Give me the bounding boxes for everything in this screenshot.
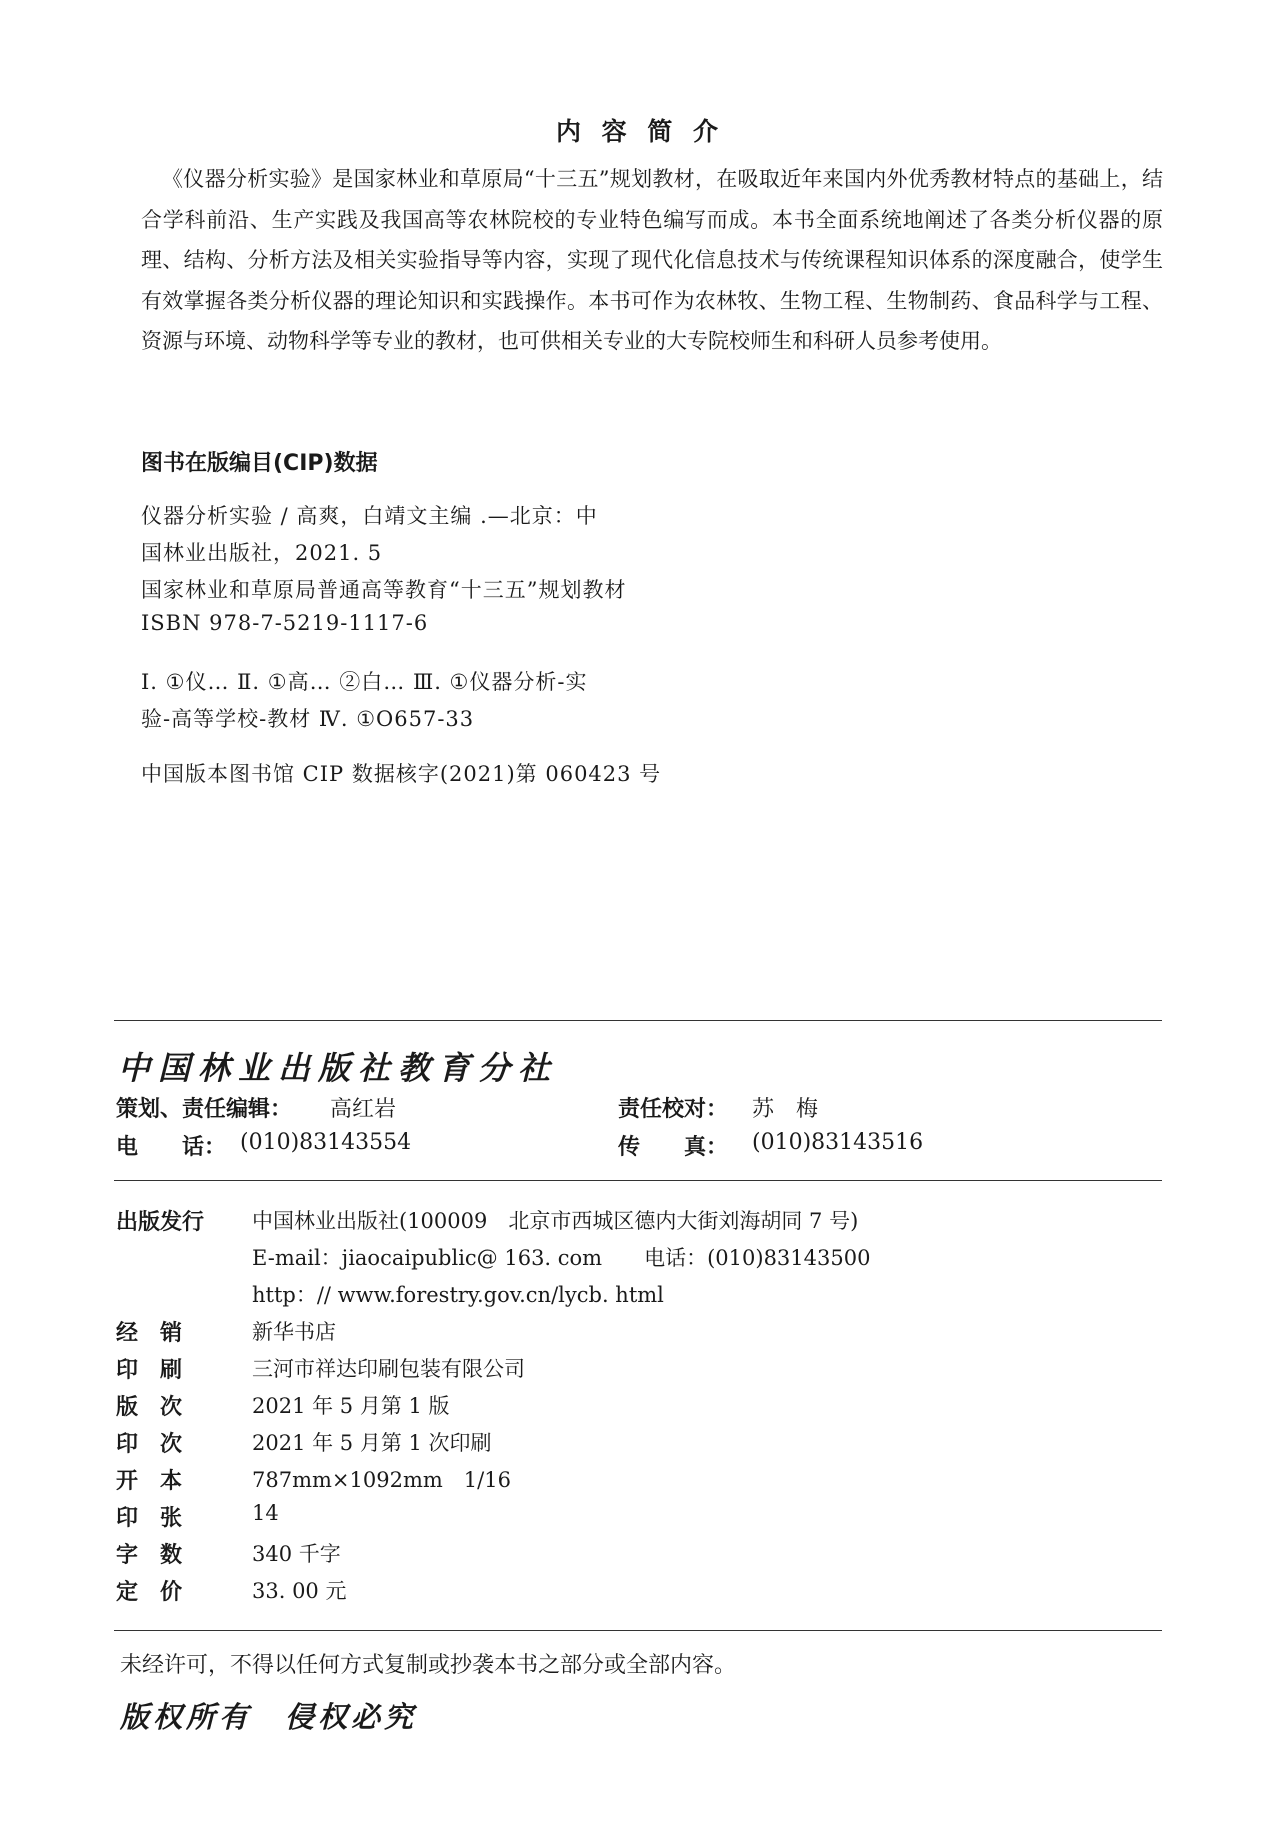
row-value: 2021 年 5 月第 1 次印刷 xyxy=(252,1431,492,1455)
phone-label: 电 话： xyxy=(116,1135,227,1160)
row-label: 印 刷 xyxy=(116,1358,183,1383)
row-value: 三河市祥达印刷包装有限公司 xyxy=(252,1357,525,1381)
cip-number: 中国版本图书馆 CIP 数据核字(2021)第 060423 号 xyxy=(141,762,662,786)
phone-value: (010)83143554 xyxy=(240,1130,412,1155)
row-value: 340 千字 xyxy=(252,1542,341,1566)
row-value: 14 xyxy=(252,1501,279,1525)
cip-line: ISBN 978-7-5219-1117-6 xyxy=(141,611,429,635)
copyright-notice: 未经许可，不得以任何方式复制或抄袭本书之部分或全部内容。 xyxy=(120,1653,737,1678)
fax-label: 传 真： xyxy=(618,1135,729,1160)
divider xyxy=(114,1020,1162,1021)
row-value: 33. 00 元 xyxy=(252,1579,347,1603)
cip-line: 国家林业和草原局普通高等教育“十三五”规划教材 xyxy=(141,578,627,602)
publisher-branch: 中国林业出版社教育分社 xyxy=(118,1049,559,1087)
row-label: 开 本 xyxy=(116,1469,183,1494)
row-label: 定 价 xyxy=(116,1580,183,1605)
cip-line: 验-高等学校-教材 Ⅳ. ①O657-33 xyxy=(141,707,475,731)
row-label: 经 销 xyxy=(116,1321,183,1346)
book-summary: 《仪器分析实验》是国家林业和草原局“十三五”规划教材，在吸取近年来国内外优秀教材特点的基础上，结合学科前沿、生产实践及我国高等农林院校的专业特色编写而成。本书全面系统地阐述了各类分析仪器的原理、结构、分析方法及相关实验指导等内容，实现了现代化信息技术与传统课程知识体系的深度融合，使学生有效掌握各类分析仪器的理论知识和实践操作。本书可作为农林牧、生物工程、生物制药、食品科学与工程、资源与环境、动物科学等专业的教材，也可供相关专业的大专院校师生和科研人员参考使用。 xyxy=(141,167,1163,353)
proofreader-label: 责任校对： xyxy=(618,1097,729,1122)
cip-line: Ⅰ. ①仪… Ⅱ. ①高… ②白… Ⅲ. ①仪器分析-实 xyxy=(141,670,588,694)
page-title: 内 容 简 介 xyxy=(555,117,725,146)
cip-line: 国林业出版社，2021. 5 xyxy=(141,541,383,565)
row-value: 787mm×1092mm 1/16 xyxy=(252,1468,511,1492)
rights-reserved: 版权所有 侵权必究 xyxy=(120,1700,418,1734)
web-line: http：// www.forestry.gov.cn/lycb. html xyxy=(252,1283,664,1307)
cip-line: 仪器分析实验 / 高爽，白靖文主编 .—北京：中 xyxy=(141,504,598,528)
planner-value: 高红岩 xyxy=(330,1097,397,1122)
cip-heading: 图书在版编目(CIP)数据 xyxy=(141,451,378,476)
planner-label: 策划、责任编辑： xyxy=(116,1097,293,1122)
email-line: E-mail：jiaocaipublic@ 163. com 电话：(010)83143500 xyxy=(252,1246,871,1270)
proofreader-value: 苏 梅 xyxy=(752,1097,819,1122)
divider xyxy=(114,1630,1162,1631)
row-value: 2021 年 5 月第 1 版 xyxy=(252,1394,450,1418)
publish-label: 出版发行 xyxy=(116,1210,205,1235)
row-label: 字 数 xyxy=(116,1543,183,1568)
row-label: 印 张 xyxy=(116,1506,183,1531)
fax-value: (010)83143516 xyxy=(752,1130,924,1155)
row-value: 新华书店 xyxy=(252,1320,336,1344)
row-label: 版 次 xyxy=(116,1395,183,1420)
publish-value: 中国林业出版社(100009 北京市西城区德内大街刘海胡同 7 号) xyxy=(252,1209,859,1233)
row-label: 印 次 xyxy=(116,1432,183,1457)
divider xyxy=(114,1180,1162,1181)
